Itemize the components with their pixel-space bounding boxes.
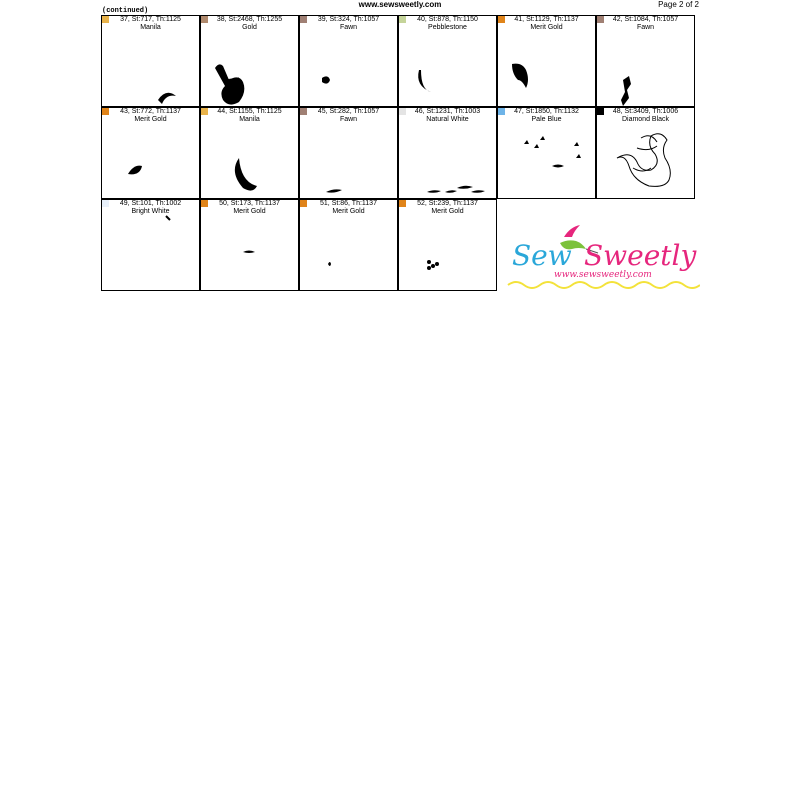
stitch-info: 46, St:1231, Th:1003 xyxy=(414,108,481,115)
stitch-info: 43, St:772, Th:1137 xyxy=(120,108,181,115)
color-stop-cell xyxy=(398,15,497,107)
color-stop-cell xyxy=(398,107,497,199)
thread-name: Merit Gold xyxy=(233,208,266,215)
thread-name: Diamond Black xyxy=(621,116,670,123)
stitch-info: 47, St:1850, Th:1132 xyxy=(514,108,579,115)
stitch-info: 48, St:3409, Th:1006 xyxy=(612,108,679,115)
stitch-preview xyxy=(498,16,595,106)
stitch-info: 41, St:1129, Th:1137 xyxy=(514,16,579,23)
stitch-preview xyxy=(399,16,496,106)
stitch-info: 51, St:86, Th:1137 xyxy=(320,200,377,207)
stitch-preview xyxy=(102,108,199,198)
thread-name: Manila xyxy=(239,116,260,123)
stitch-preview xyxy=(597,16,694,106)
stitch-info: 37, St:717, Th:1125 xyxy=(120,16,181,23)
color-stop-cell xyxy=(101,107,200,199)
sew-sweetly-logo xyxy=(502,215,700,295)
stitch-info: 49, St:101, Th:1002 xyxy=(119,200,182,207)
svg-text:www.sewsweetly.com: www.sewsweetly.com xyxy=(554,270,652,280)
color-stop-cell xyxy=(299,15,398,107)
thread-name: Pebblestone xyxy=(428,24,467,31)
stitch-info: 45, St:282, Th:1057 xyxy=(317,108,380,115)
stitch-info: 40, St:878, Th:1150 xyxy=(417,16,478,23)
thread-name: Merit Gold xyxy=(530,24,563,31)
stitch-info: 52, St:239, Th:1137 xyxy=(417,200,478,207)
thread-name: Gold xyxy=(242,24,257,31)
color-stop-cell xyxy=(200,199,299,291)
thread-name: Merit Gold xyxy=(134,116,167,123)
thread-name: Natural White xyxy=(426,116,469,123)
stitch-preview xyxy=(399,108,496,198)
color-stop-cell xyxy=(596,15,695,107)
color-stop-cell xyxy=(299,107,398,199)
stitch-preview xyxy=(201,16,298,106)
stitch-info: 39, St:324, Th:1057 xyxy=(317,16,380,23)
color-stop-cell xyxy=(299,199,398,291)
svg-text:Sew: Sew xyxy=(512,239,572,272)
color-stop-cell xyxy=(497,15,596,107)
stitch-preview xyxy=(201,108,298,198)
thread-name: Fawn xyxy=(339,24,358,31)
thread-name: Fawn xyxy=(636,24,655,31)
stitch-preview xyxy=(102,16,199,106)
color-stop-cell xyxy=(200,107,299,199)
stitch-preview xyxy=(399,200,496,290)
stitch-preview xyxy=(498,108,595,198)
stitch-preview xyxy=(201,200,298,290)
color-stop-cell xyxy=(200,15,299,107)
stitch-info: 50, St:173, Th:1137 xyxy=(219,200,280,207)
thread-name: Pale Blue xyxy=(531,116,562,123)
stitch-preview xyxy=(300,16,397,106)
color-stop-cell xyxy=(596,107,695,199)
stitch-preview xyxy=(300,200,397,290)
thread-name: Fawn xyxy=(339,116,358,123)
color-stop-cell xyxy=(101,15,200,107)
svg-text:Sweetly: Sweetly xyxy=(584,239,697,272)
page-number: Page 2 of 2 xyxy=(658,0,699,9)
thread-name: Bright White xyxy=(131,208,170,215)
color-stop-cell xyxy=(101,199,200,291)
thread-name: Merit Gold xyxy=(431,208,464,215)
color-stop-cell xyxy=(497,107,596,199)
stitch-preview xyxy=(102,200,199,290)
stitch-info: 42, St:1084, Th:1057 xyxy=(612,16,679,23)
thread-name: Merit Gold xyxy=(332,208,365,215)
site-header: www.sewsweetly.com xyxy=(358,0,442,9)
color-stop-cell xyxy=(398,199,497,291)
thread-name: Manila xyxy=(140,24,161,31)
stitch-info: 44, St:1155, Th:1125 xyxy=(217,108,282,115)
stitch-preview xyxy=(597,108,694,198)
stitch-preview xyxy=(300,108,397,198)
continued-label: (continued) xyxy=(102,7,149,15)
stitch-info: 38, St:2468, Th:1255 xyxy=(216,16,283,23)
